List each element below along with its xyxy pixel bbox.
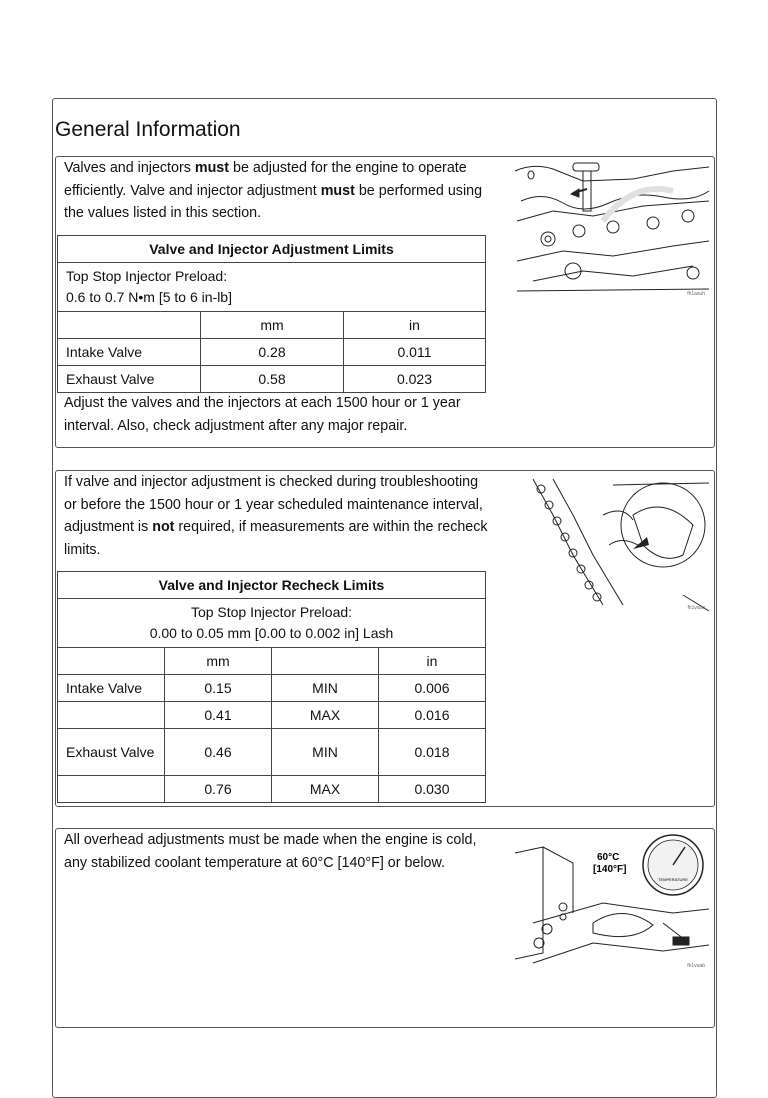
row-in: 0.016 [379,702,486,729]
row-limit: MIN [272,729,379,776]
figure-code: fh1vuab [687,963,705,969]
row-mm: 0.46 [165,729,272,776]
col-mm-header: mm [201,312,344,339]
row-mm: 0.41 [165,702,272,729]
figure-code: fh1vasa [687,605,705,611]
row-label: Intake Valve [58,675,165,702]
empty-header-cell [58,648,165,675]
temp-fahrenheit-label: [140°F] [593,864,627,875]
row-in: 0.018 [379,729,486,776]
empty-header-cell [58,312,201,339]
row-label [58,776,165,803]
row-label: Exhaust Valve [58,729,165,776]
table-row [58,366,486,393]
page-title: General Information [55,118,241,141]
recheck-paragraph: If valve and injector adjustment is checked during troubleshooting or before the 1500 hour or 1 year scheduled maintenance interval, adjustment is not required, if measurements are within the recheck limits. [64,474,488,558]
row-mm: 0.15 [165,675,272,702]
row-label: Exhaust Valve [58,366,201,393]
temperature-illustration [513,833,711,971]
row-mm: 0.76 [165,776,272,803]
row-limit: MAX [272,702,379,729]
preload-cell: Top Stop Injector Preload: 0.00 to 0.05 mm [0.00 to 0.002 in] Lash [58,599,486,648]
row-in: 0.023 [344,366,486,393]
adjustment-limits-table [57,235,486,393]
recheck-limits-table [57,571,486,803]
temperature-paragraph: All overhead adjustments must be made when the engine is cold, any stabilized coolant temperature at 60°C [140°F] or below. [64,832,477,871]
row-in: 0.006 [379,675,486,702]
col-in-header: in [344,312,486,339]
row-limit: MAX [272,776,379,803]
empty-header-cell [272,648,379,675]
row-in: 0.030 [379,776,486,803]
col-in-header: in [379,648,486,675]
section-adjustment [55,156,715,448]
row-mm: 0.28 [201,339,344,366]
section-recheck [55,470,715,807]
table-row [58,702,486,729]
table-row [58,729,486,776]
gauge-label: TEMPERATURE [658,877,688,882]
preload-cell: Top Stop Injector Preload: 0.6 to 0.7 N•m [5 to 6 in-lb] [58,263,486,312]
table-title: Valve and Injector Recheck Limits [58,572,486,599]
row-label: Intake Valve [58,339,201,366]
figure-code: fh1asuh [687,291,705,297]
col-mm-header: mm [165,648,272,675]
row-in: 0.011 [344,339,486,366]
table-row [58,776,486,803]
row-limit: MIN [272,675,379,702]
row-label [58,702,165,729]
table-row [58,675,486,702]
valve-adjustment-illustration [513,161,711,299]
section-temperature [55,828,715,1028]
row-mm: 0.58 [201,366,344,393]
interval-note: Adjust the valves and the injectors at each 1500 hour or 1 year interval. Also, check adjustment after any major repair. [64,395,461,434]
temp-celsius-label: 60°C [597,852,620,863]
intro-paragraph: Valves and injectors must be adjusted for the engine to operate efficiently. Valve and injector adjustment must be performed using the values listed in this section. [64,160,483,221]
table-title: Valve and Injector Adjustment Limits [58,236,486,263]
table-row [58,339,486,366]
recheck-illustration [513,475,711,613]
